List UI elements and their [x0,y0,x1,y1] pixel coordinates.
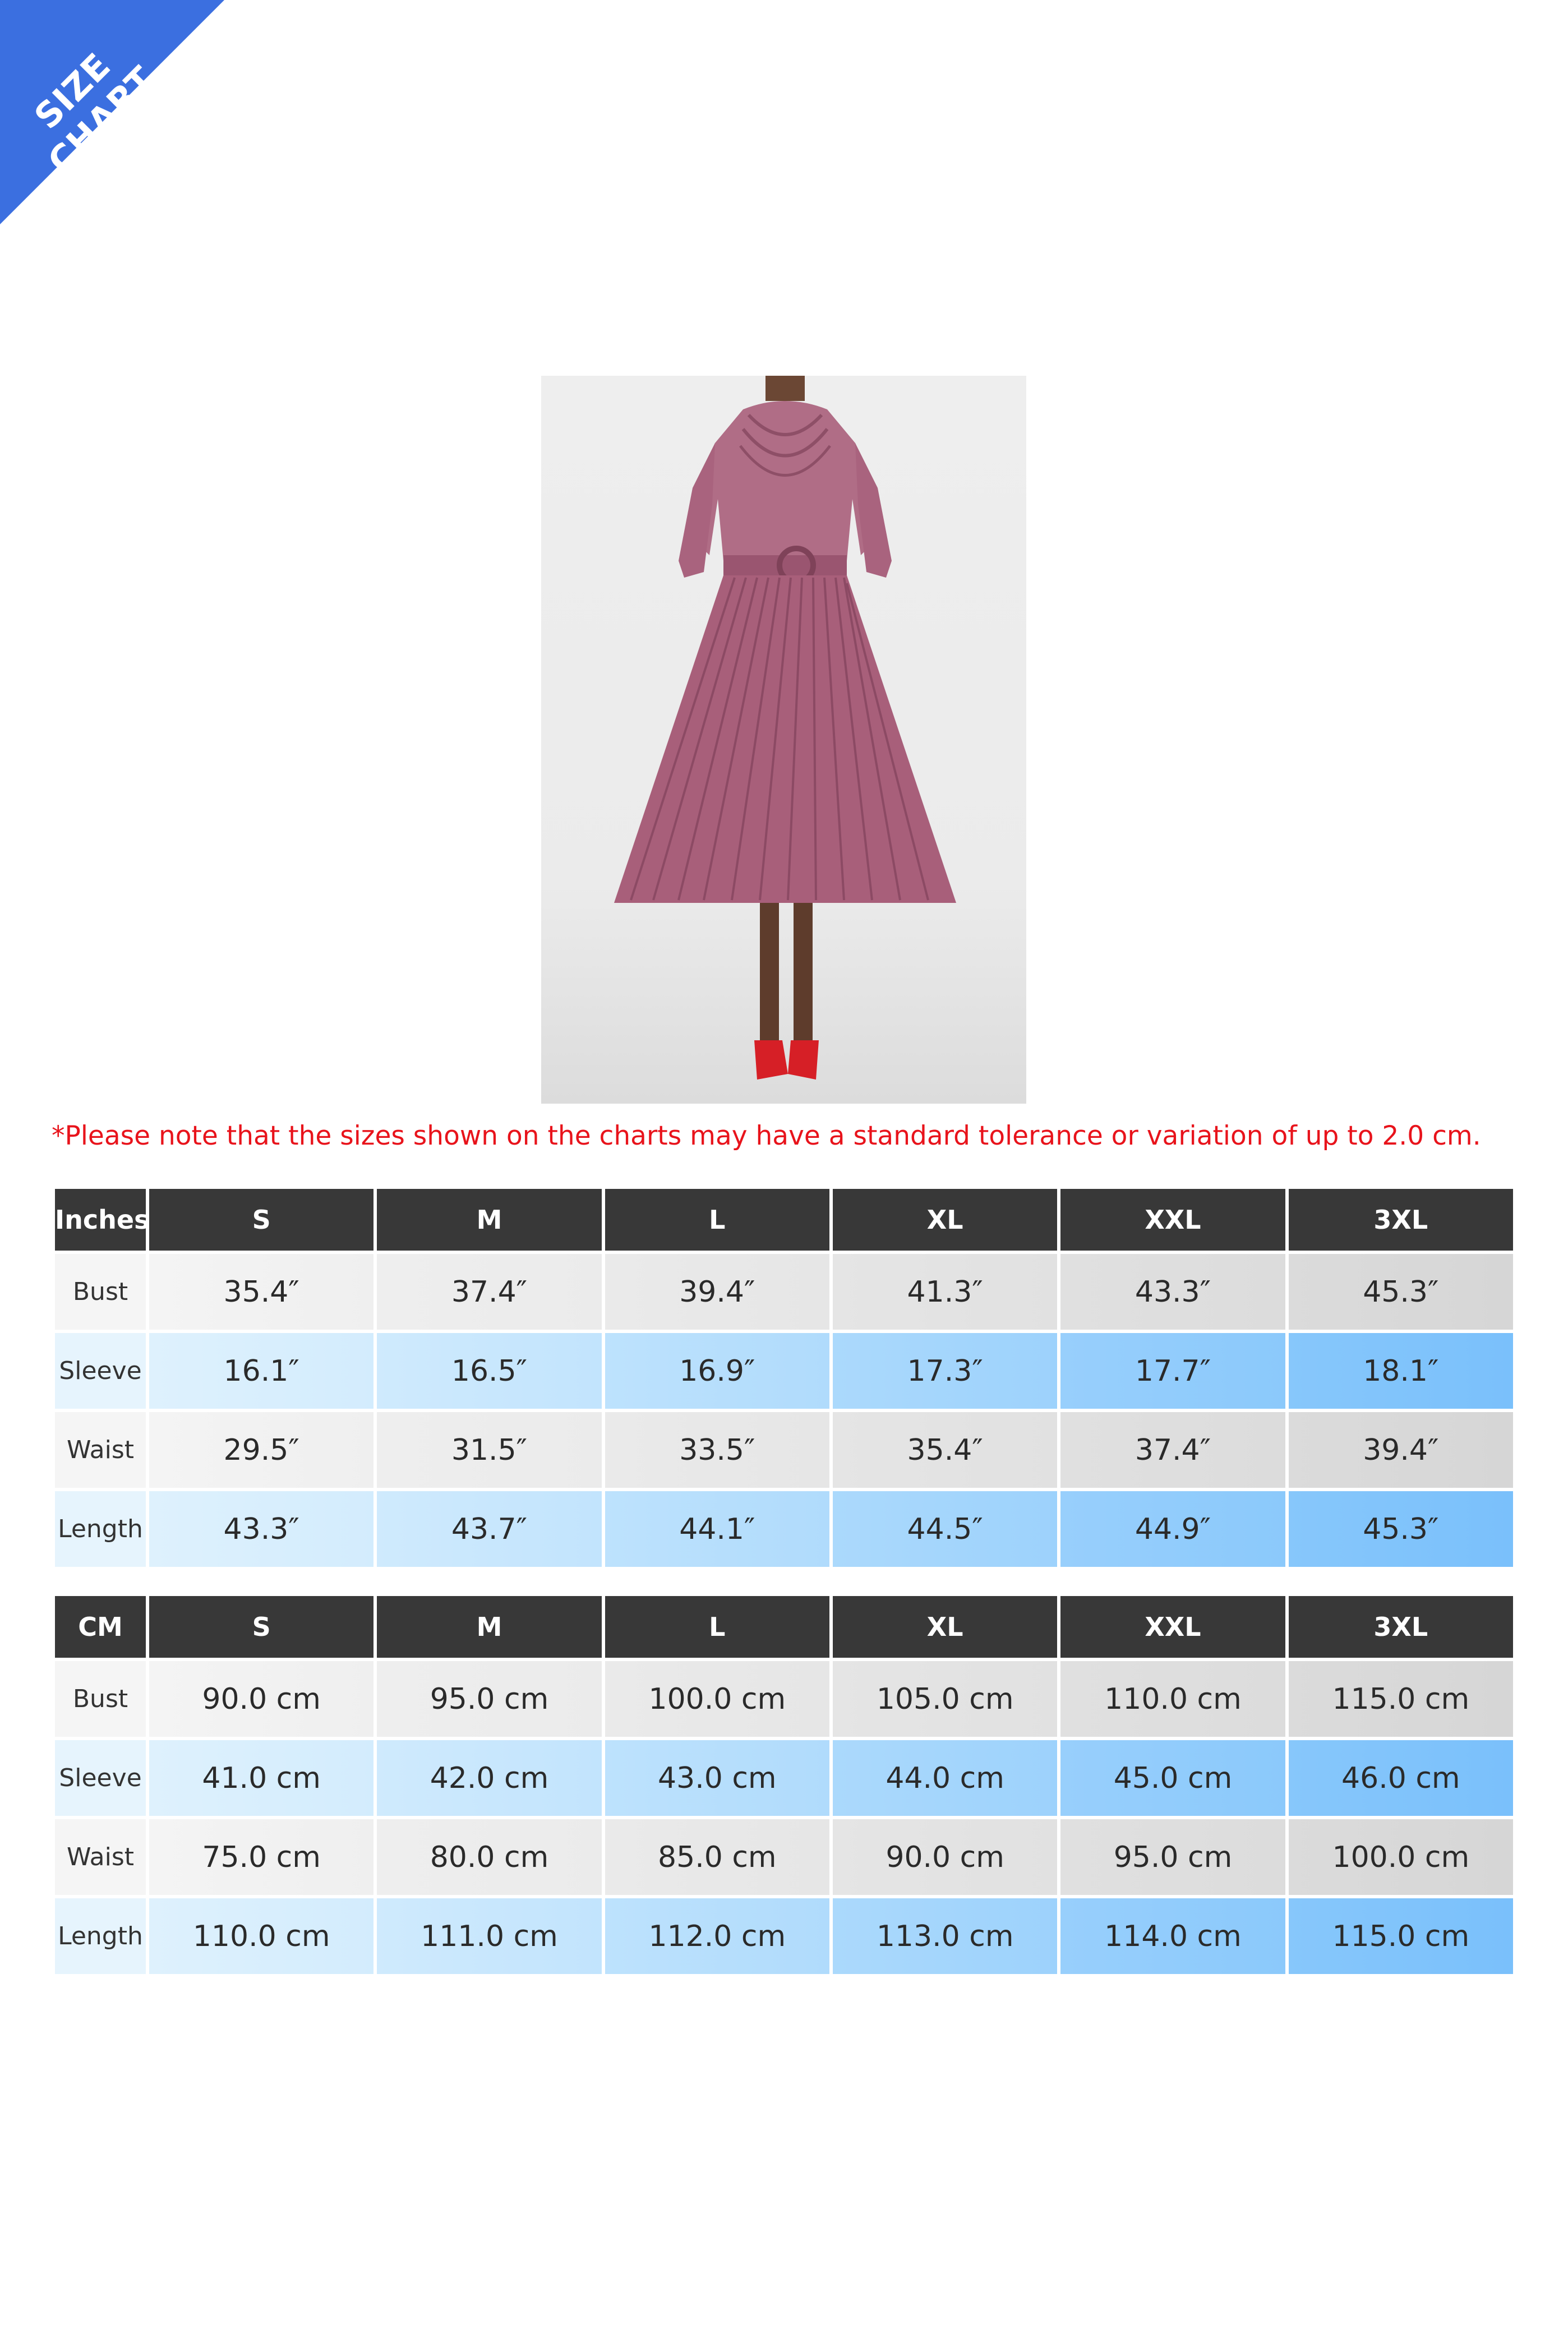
size-header-l: L [605,1189,829,1254]
table-cell: 112.0 cm [605,1898,829,1977]
table-cell: 114.0 cm [1060,1898,1285,1977]
table-cell: 100.0 cm [1289,1819,1513,1898]
table-row [55,1412,1513,1491]
table-header-row [55,1189,1513,1254]
table-row [55,1333,1513,1412]
product-photo [541,376,1026,1104]
table-cell: 16.1″ [149,1333,373,1412]
table-cell: 113.0 cm [833,1898,1057,1977]
size-header-xl: XL [833,1189,1057,1254]
table-cell: 43.0 cm [605,1740,829,1819]
table-header-row [55,1596,1513,1661]
table-row [55,1898,1513,1977]
unit-header: CM [55,1596,146,1661]
table-cell: 90.0 cm [149,1661,373,1740]
row-label-length: Length [55,1491,146,1570]
inches-size-table [52,1189,1516,1570]
size-header-m: M [377,1189,601,1254]
row-label-waist: Waist [55,1412,146,1491]
table-cell: 17.7″ [1060,1333,1285,1412]
table-cell: 37.4″ [377,1254,601,1333]
row-label-sleeve: Sleeve [55,1333,146,1412]
row-label-bust: Bust [55,1661,146,1740]
table-cell: 43.3″ [149,1491,373,1570]
cm-size-table [52,1596,1516,1977]
table-cell: 105.0 cm [833,1661,1057,1740]
table-cell: 44.0 cm [833,1740,1057,1819]
table-cell: 95.0 cm [1060,1819,1285,1898]
table-cell: 46.0 cm [1289,1740,1513,1819]
table-cell: 42.0 cm [377,1740,601,1819]
table-cell: 44.1″ [605,1491,829,1570]
size-header-xxl: XXL [1060,1189,1285,1254]
table-row [55,1661,1513,1740]
table-cell: 75.0 cm [149,1819,373,1898]
row-label-sleeve: Sleeve [55,1740,146,1819]
table-cell: 33.5″ [605,1412,829,1491]
table-cell: 45.3″ [1289,1491,1513,1570]
table-cell: 17.3″ [833,1333,1057,1412]
row-label-waist: Waist [55,1819,146,1898]
table-row [55,1491,1513,1570]
table-cell: 100.0 cm [605,1661,829,1740]
table-cell: 115.0 cm [1289,1661,1513,1740]
table-cell: 80.0 cm [377,1819,601,1898]
table-cell: 31.5″ [377,1412,601,1491]
size-header-3xl: 3XL [1289,1189,1513,1254]
table-row [55,1819,1513,1898]
table-cell: 110.0 cm [149,1898,373,1977]
size-header-3xl: 3XL [1289,1596,1513,1661]
table-cell: 115.0 cm [1289,1898,1513,1977]
table-cell: 41.0 cm [149,1740,373,1819]
table-cell: 35.4″ [833,1412,1057,1491]
size-header-m: M [377,1596,601,1661]
tolerance-note: *Please note that the sizes shown on the charts may have a standard tolerance or variation of up to 2.0 cm. [52,1120,1481,1151]
table-cell: 35.4″ [149,1254,373,1333]
size-header-l: L [605,1596,829,1661]
table-cell: 39.4″ [605,1254,829,1333]
size-header-s: S [149,1189,373,1254]
size-chart-ribbon [0,0,224,224]
table-cell: 43.7″ [377,1491,601,1570]
table-cell: 16.5″ [377,1333,601,1412]
table-cell: 44.5″ [833,1491,1057,1570]
table-cell: 110.0 cm [1060,1661,1285,1740]
row-label-length: Length [55,1898,146,1977]
size-header-s: S [149,1596,373,1661]
table-cell: 18.1″ [1289,1333,1513,1412]
unit-header: Inches [55,1189,146,1254]
table-cell: 111.0 cm [377,1898,601,1977]
table-cell: 37.4″ [1060,1412,1285,1491]
dress-model-illustration [541,376,1026,1104]
table-cell: 45.0 cm [1060,1740,1285,1819]
table-cell: 45.3″ [1289,1254,1513,1333]
table-cell: 95.0 cm [377,1661,601,1740]
table-cell: 85.0 cm [605,1819,829,1898]
size-header-xxl: XXL [1060,1596,1285,1661]
table-cell: 16.9″ [605,1333,829,1412]
table-row [55,1254,1513,1333]
table-cell: 29.5″ [149,1412,373,1491]
size-header-xl: XL [833,1596,1057,1661]
table-cell: 39.4″ [1289,1412,1513,1491]
table-cell: 41.3″ [833,1254,1057,1333]
row-label-bust: Bust [55,1254,146,1333]
table-cell: 43.3″ [1060,1254,1285,1333]
table-cell: 44.9″ [1060,1491,1285,1570]
ribbon-label: SIZE CHART [26,45,163,182]
table-cell: 90.0 cm [833,1819,1057,1898]
table-row [55,1740,1513,1819]
